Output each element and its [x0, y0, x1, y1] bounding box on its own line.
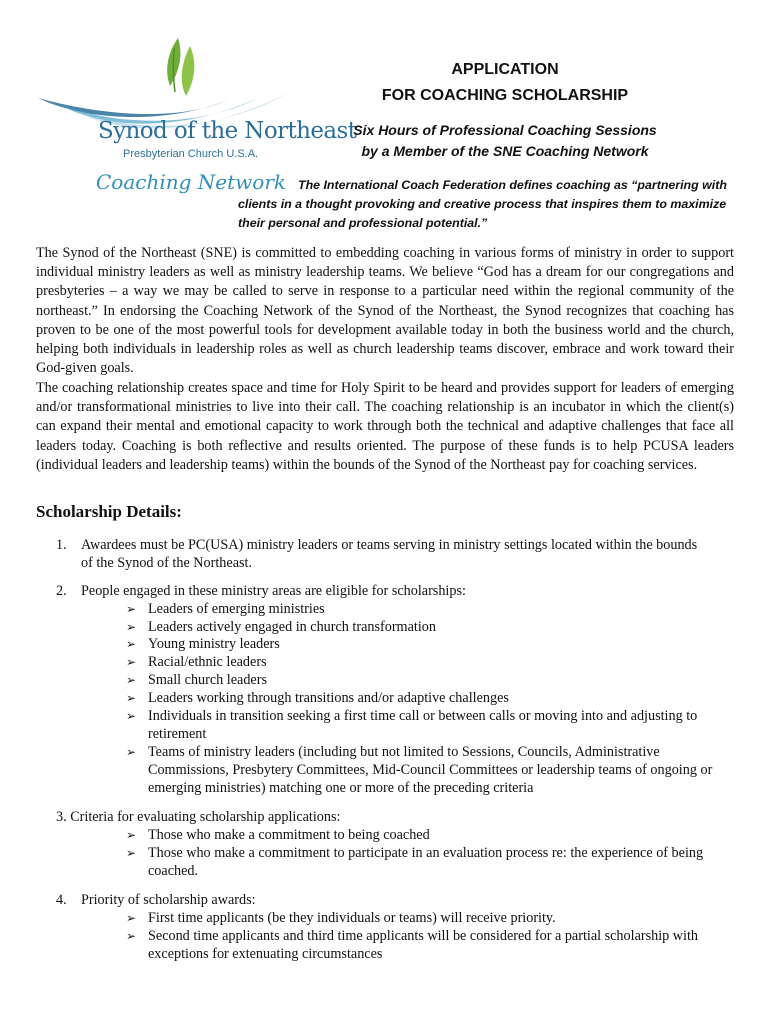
scholarship-details-heading: Scholarship Details:: [36, 502, 182, 521]
detail-item-4: Priority of scholarship awards:: [81, 892, 256, 908]
arrow-bullet-icon: ➢: [126, 602, 137, 616]
icf-quote: The International Coach Federation defines coaching as “partnering with clients in a thought provoking and creative process that inspires them to maximize their personal and professional potential.”: [238, 178, 727, 230]
arrow-bullet-icon: ➢: [126, 929, 137, 943]
bullet-text: Teams of ministry leaders (including but not limited to Sessions, Councils, Administrative Commissions, Presbytery Committees, Mid-Council Committees or leadership teams of ongoing or emerging ministries) matching one or more of the preceding criteria: [148, 744, 713, 796]
bullet-text: Individuals in transition seeking a first time call or between calls or moving into and adjusting to retirement: [148, 708, 698, 742]
arrow-bullet-icon: ➢: [126, 620, 137, 634]
bullet-text: Young ministry leaders: [148, 636, 280, 652]
detail-item-1: Awardees must be PC(USA) ministry leaders or teams serving in ministry settings located within the bounds of the Synod of the Northeast.: [81, 537, 698, 571]
arrow-bullet-icon: ➢: [126, 846, 137, 860]
arrow-bullet-icon: ➢: [126, 637, 137, 651]
bullet-text: Small church leaders: [148, 672, 267, 688]
detail-number-4: 4.: [56, 892, 67, 908]
logo-coaching-network: Coaching Network: [96, 170, 286, 194]
bullet-text: Leaders of emerging ministries: [148, 601, 325, 617]
subtitle-line-1: Six Hours of Professional Coaching Sessions: [353, 122, 657, 138]
intro-paragraph: The Synod of the Northeast (SNE) is committed to embedding coaching in various forms of ministry in order to support individual ministry leaders as well as ministry leadership teams. We believe “God has a dream for our congregations and presbyteries – a way we may be called to serve in response to a particular need within the regional community of the northeast.” In endorsing the Coaching Network of the Synod of the Northeast, the Synod recognizes that coaching has proven to be one of the most powerful tools for development available today in both the business world and the church, helping both individuals in leadership roles as well as church leadership teams discover, embrace and work toward their God-given goals.: [36, 245, 734, 377]
arrow-bullet-icon: ➢: [126, 828, 137, 842]
detail-number-1: 1.: [56, 537, 67, 553]
bullet-text: Racial/ethnic leaders: [148, 654, 267, 670]
bullet-text: Those who make a commitment to participate in an evaluation process re: the experience of being coached.: [148, 845, 704, 879]
detail-item-3: 3. Criteria for evaluating scholarship applications:: [56, 809, 341, 825]
arrow-bullet-icon: ➢: [126, 745, 137, 759]
subtitle-line-2: by a Member of the SNE Coaching Network: [361, 143, 649, 159]
arrow-bullet-icon: ➢: [126, 655, 137, 669]
bullet-text: Those who make a commitment to being coached: [148, 827, 430, 843]
arrow-bullet-icon: ➢: [126, 673, 137, 687]
arrow-bullet-icon: ➢: [126, 911, 137, 925]
logo-name: Synod of the Northeast: [98, 118, 357, 144]
title-line-2: FOR COACHING SCHOLARSHIP: [381, 87, 629, 104]
bullet-text: Leaders working through transitions and/or adaptive challenges: [148, 690, 509, 706]
arrow-bullet-icon: ➢: [126, 709, 137, 723]
logo-subtitle: Presbyterian Church U.S.A.: [123, 148, 259, 160]
bullet-text: First time applicants (be they individuals or teams) will receive priority.: [148, 910, 556, 926]
detail-item-2: People engaged in these ministry areas are eligible for scholarships:: [81, 583, 466, 599]
bullet-text: Leaders actively engaged in church transformation: [148, 619, 436, 635]
detail-number-2: 2.: [56, 583, 67, 599]
coaching-paragraph: The coaching relationship creates space and time for Holy Spirit to be heard and provides support for leaders of emerging and/or transformational ministries to live into their call. The coaching relationship is an incubator in which the client(s) can expand their mental and emotional capacity to work through both the technical and adaptive challenges that face all leaders today. Coaching is both reflective and results oriented. The purpose of these funds is to help PCUSA leaders (individual leaders and leadership teams) within the bounds of the Synod of the Northeast pay for coaching services.: [36, 380, 734, 473]
arrow-bullet-icon: ➢: [126, 691, 137, 705]
title-line-1: APPLICATION: [451, 61, 559, 78]
bullet-text: Second time applicants and third time applicants will be considered for a partial scholarship with exceptions for extenuating circumstances: [148, 928, 699, 962]
